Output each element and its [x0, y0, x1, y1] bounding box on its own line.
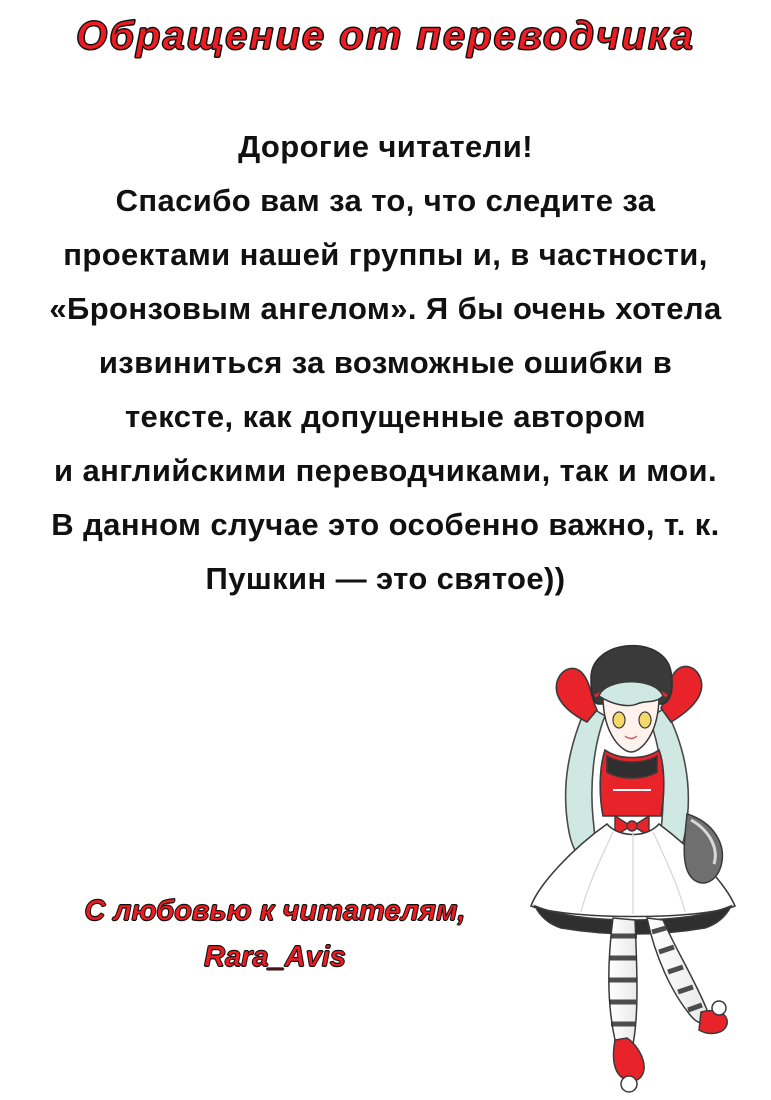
body-line: и английскими переводчиками, так и мои.: [54, 453, 717, 488]
body-line: тексте, как допущенные автором: [124, 399, 647, 434]
face: [599, 682, 663, 752]
body-line: Дорогие читатели!: [238, 129, 533, 164]
signature-block: [40, 888, 510, 980]
body-line: Спасибо вам за то, что следите за: [115, 183, 656, 218]
body-line: «Бронзовым ангелом». Я бы очень хотела: [49, 291, 722, 326]
bodice: [600, 750, 664, 816]
signature-line: С любовью к читателям,: [84, 895, 466, 927]
anime-girl-character: [495, 600, 765, 1100]
legs: [609, 918, 708, 1053]
body-line: В данном случае это особенно важно, т. к.: [51, 507, 720, 542]
signature-line: Rara_Avis: [204, 941, 346, 973]
body-line: проектами нашей группы и, в частности,: [63, 237, 708, 272]
tail: [684, 814, 722, 883]
body-line: извиниться за возможные ошибки в: [98, 345, 673, 380]
letter-body: [8, 120, 763, 606]
page-title: Обращение от переводчика: [76, 14, 695, 58]
body-line: Пушкин — это святое)): [205, 561, 566, 596]
